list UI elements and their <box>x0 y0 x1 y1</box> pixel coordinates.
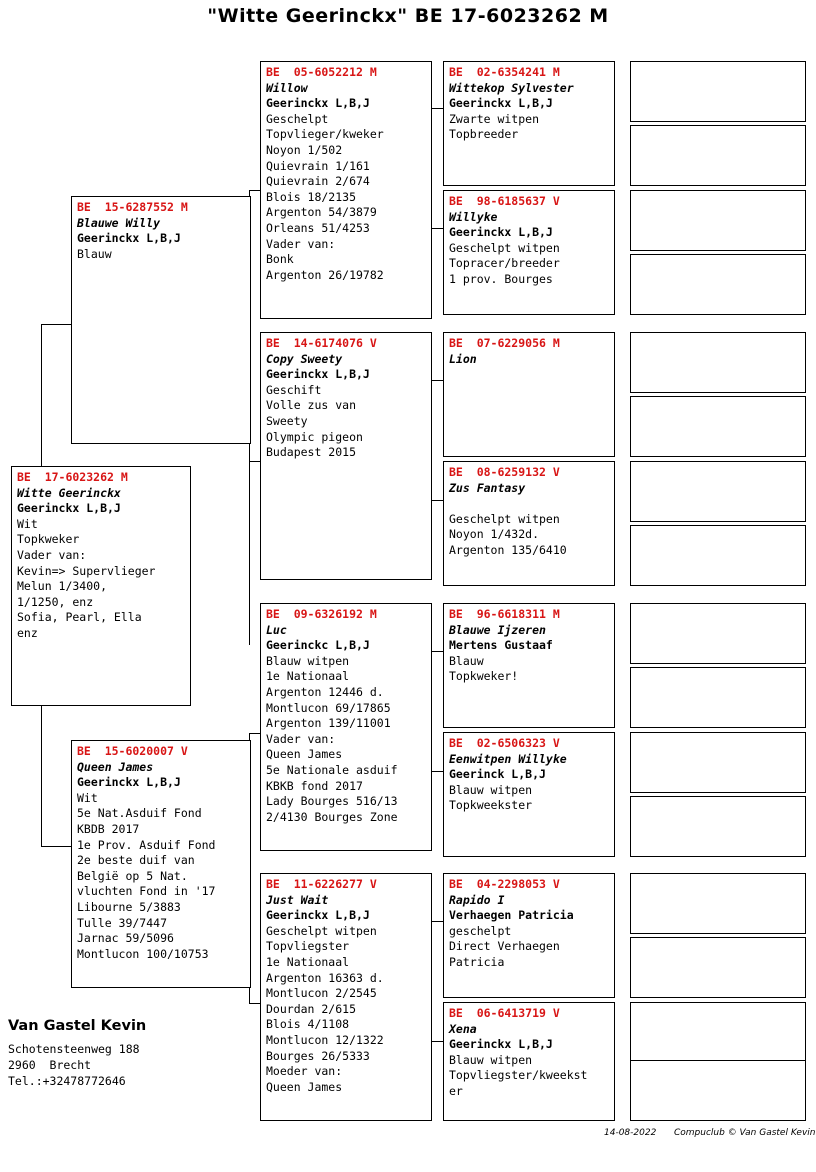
pedigree-card-gen4-blank[interactable] <box>630 125 806 186</box>
detail-line: Blauw <box>77 246 112 261</box>
detail-line: KBKB fond 2017 <box>266 778 363 793</box>
detail-line: 1e Nationaal <box>266 954 350 969</box>
pigeon-name: Blauwe Ijzeren <box>449 622 546 637</box>
pedigree-card-gen4-blank[interactable] <box>630 1060 806 1121</box>
detail-line: Sofia, Pearl, Ella <box>17 610 142 625</box>
owner-city: 2960 Brecht <box>8 1058 92 1072</box>
detail-line: Geschift <box>266 382 322 397</box>
ring-number: BE 98-6185637 V <box>449 194 560 208</box>
pigeon-name: Zus Fantasy <box>449 480 526 495</box>
pigeon-name: Eenwitpen Willyke <box>449 751 567 766</box>
detail-line: Topvlieger/kweker <box>266 127 384 142</box>
pedigree-card-gen4-blank[interactable] <box>630 396 806 457</box>
pedigree-card-gen4-blank[interactable] <box>630 1002 806 1063</box>
detail-line: er <box>449 1083 463 1098</box>
pedigree-card-gen3[interactable] <box>443 603 615 728</box>
pigeon-name: Luc <box>266 622 287 637</box>
pedigree-card-gen3[interactable] <box>443 461 615 586</box>
pedigree-card-gen4-blank[interactable] <box>630 796 806 857</box>
detail-line: Vader van: <box>266 236 336 251</box>
pedigree-card-gen4-blank[interactable] <box>630 461 806 522</box>
ring-number: BE 02-6506323 V <box>449 736 560 750</box>
detail-line: Geschelpt witpen <box>449 240 560 255</box>
detail-line: geschelpt <box>449 923 512 938</box>
detail-line: Montlucon 69/17865 <box>266 700 391 715</box>
detail-line: vluchten Fond in '17 <box>77 884 216 899</box>
connector-line <box>41 846 71 847</box>
pigeon-owner: Geerinckx L,B,J <box>77 775 181 790</box>
pigeon-name: Witte Geerinckx <box>17 485 121 500</box>
ring-number: BE 15-6287552 M <box>77 200 188 214</box>
owner-name: Van Gastel Kevin <box>8 1018 147 1034</box>
pigeon-owner: Geerinck L,B,J <box>449 767 546 782</box>
detail-line: Blauw <box>449 653 484 668</box>
pigeon-owner: Geerinckx L,B,J <box>266 367 370 382</box>
detail-line: 1e Prov. Asduif Fond <box>77 837 216 852</box>
pedigree-card-sire[interactable] <box>71 196 251 444</box>
detail-line: Argenton 16363 d. <box>266 970 384 985</box>
ring-number: BE 04-2298053 V <box>449 877 560 891</box>
pedigree-card-gen3[interactable] <box>443 190 615 315</box>
detail-line: Sweety <box>266 413 308 428</box>
detail-line: Wit <box>17 516 38 531</box>
detail-line: Zwarte witpen <box>449 111 540 126</box>
pedigree-card-gen3[interactable] <box>443 61 615 186</box>
detail-line: Blois 4/1108 <box>266 1017 350 1032</box>
detail-line: Topkweker! <box>449 669 519 684</box>
detail-line: Blauw witpen <box>266 653 350 668</box>
pigeon-owner: Geerinckx L,B,J <box>17 501 121 516</box>
ring-number: BE 14-6174076 V <box>266 336 377 350</box>
pigeon-name: Queen James <box>77 759 154 774</box>
page-title: "Witte Geerinckx" BE 17-6023262 M <box>207 5 609 27</box>
detail-line: Argenton 135/6410 <box>449 542 567 557</box>
pigeon-name: Blauwe Willy <box>77 215 161 230</box>
detail-line: Montlucon 12/1322 <box>266 1032 384 1047</box>
detail-line: Wit <box>77 790 98 805</box>
owner-phone: Tel.:+32478772646 <box>8 1074 126 1088</box>
detail-line: Lady Bourges 516/13 <box>266 794 398 809</box>
pigeon-name: Xena <box>449 1021 477 1036</box>
ring-number: BE 05-6052212 M <box>266 65 377 79</box>
pigeon-owner: Geerinckx L,B,J <box>266 908 370 923</box>
detail-line: 1/1250, enz <box>17 594 94 609</box>
pigeon-owner: Mertens Gustaaf <box>449 638 553 653</box>
pedigree-card-gen4-blank[interactable] <box>630 603 806 664</box>
detail-line: 2/4130 Bourges Zone <box>266 809 398 824</box>
software-credit: Compuclub © Van Gastel Kevin <box>674 1128 816 1138</box>
pedigree-card-gen4-blank[interactable] <box>630 332 806 393</box>
detail-line: enz <box>17 625 38 640</box>
pigeon-owner: Geerinckx L,B,J <box>449 96 553 111</box>
pigeon-name: Lion <box>449 351 477 366</box>
pigeon-name: Willyke <box>449 209 498 224</box>
detail-line: 1 prov. Bourges <box>449 271 553 286</box>
ring-number: BE 15-6020007 V <box>77 744 188 758</box>
pigeon-owner: Geerinckx L,B,J <box>77 231 181 246</box>
pedigree-card-gen2[interactable] <box>260 873 432 1121</box>
detail-line: Geschelpt witpen <box>449 511 560 526</box>
pedigree-card-gen2[interactable] <box>260 61 432 319</box>
pedigree-card-gen4-blank[interactable] <box>630 873 806 934</box>
detail-line: Quievrain 2/674 <box>266 174 370 189</box>
pedigree-card-gen3[interactable] <box>443 1002 615 1121</box>
pigeon-owner: Geerinckx L,B,J <box>449 1037 553 1052</box>
detail-line: Bonk <box>266 252 294 267</box>
detail-line: Topkweker <box>17 532 80 547</box>
pedigree-card-subject[interactable] <box>11 466 191 706</box>
pedigree-card-dam[interactable] <box>71 740 251 988</box>
detail-line: Queen James <box>266 1079 343 1094</box>
detail-line: Tulle 39/7447 <box>77 915 168 930</box>
detail-line: Argenton 139/11001 <box>266 716 391 731</box>
detail-line <box>449 496 610 512</box>
detail-line: Topvliegster <box>266 939 350 954</box>
ring-number: BE 09-6326192 M <box>266 607 377 621</box>
detail-line: Melun 1/3400, <box>17 579 108 594</box>
detail-line: Noyon 1/502 <box>266 142 343 157</box>
detail-line: Montlucon 100/10753 <box>77 946 209 961</box>
ring-number: BE 06-6413719 V <box>449 1006 560 1020</box>
detail-line: Topkweekster <box>449 798 533 813</box>
detail-line: Volle zus van <box>266 398 357 413</box>
detail-line: Bourges 26/5333 <box>266 1048 370 1063</box>
pedigree-card-gen3[interactable] <box>443 732 615 857</box>
ring-number: BE 07-6229056 M <box>449 336 560 350</box>
pedigree-card-gen3[interactable] <box>443 332 615 457</box>
detail-line: Argenton 26/19782 <box>266 267 384 282</box>
detail-line: Direct Verhaegen <box>449 939 560 954</box>
detail-line: Topvliegster/kweekst <box>449 1068 588 1083</box>
ring-number: BE 11-6226277 V <box>266 877 377 891</box>
detail-line: Libourne 5/3883 <box>77 899 181 914</box>
detail-line: Vader van: <box>266 731 336 746</box>
detail-line: Dourdan 2/615 <box>266 1001 357 1016</box>
detail-line: 5e Nationale asduif <box>266 762 398 777</box>
pigeon-owner: Geerinckx L,B,J <box>449 225 553 240</box>
pedigree-card-gen4-blank[interactable] <box>630 190 806 251</box>
detail-line: Jarnac 59/5096 <box>77 931 174 946</box>
detail-line: Argenton 12446 d. <box>266 684 384 699</box>
pigeon-name: Just Wait <box>266 892 329 907</box>
ring-number: BE 08-6259132 V <box>449 465 560 479</box>
detail-line: Moeder van: <box>266 1064 343 1079</box>
pedigree-card-gen2[interactable] <box>260 603 432 851</box>
detail-line: 2e beste duif van <box>77 853 195 868</box>
detail-line: Queen James <box>266 747 343 762</box>
detail-line: Argenton 54/3879 <box>266 205 377 220</box>
detail-line: Budapest 2015 <box>266 445 357 460</box>
pigeon-name: Willow <box>266 80 308 95</box>
detail-line: 1e Nationaal <box>266 669 350 684</box>
detail-line: Noyon 1/432d. <box>449 527 540 542</box>
pedigree-card-gen4-blank[interactable] <box>630 61 806 122</box>
pedigree-card-gen4-blank[interactable] <box>630 254 806 315</box>
detail-line: Olympic pigeon <box>266 429 363 444</box>
pedigree-card-gen4-blank[interactable] <box>630 667 806 728</box>
ring-number: BE 02-6354241 M <box>449 65 560 79</box>
pedigree-card-gen3[interactable] <box>443 873 615 998</box>
detail-line: Quievrain 1/161 <box>266 158 370 173</box>
pedigree-card-gen4-blank[interactable] <box>630 937 806 998</box>
print-date: 14-08-2022 <box>604 1128 657 1138</box>
detail-line: Blauw witpen <box>449 1052 533 1067</box>
detail-line: België op 5 Nat. <box>77 868 188 883</box>
detail-line: Topracer/breeder <box>449 256 560 271</box>
detail-line: Vader van: <box>17 547 87 562</box>
pigeon-name: Wittekop Sylvester <box>449 80 574 95</box>
pigeon-name: Rapido I <box>449 892 505 907</box>
ring-number: BE 17-6023262 M <box>17 470 128 484</box>
detail-line: Blois 18/2135 <box>266 189 357 204</box>
connector-line <box>41 324 71 325</box>
detail-line: Geschelpt <box>266 111 329 126</box>
detail-line: Patricia <box>449 954 505 969</box>
detail-line: Geschelpt witpen <box>266 923 377 938</box>
pedigree-card-gen4-blank[interactable] <box>630 732 806 793</box>
pigeon-name: Copy Sweety <box>266 351 343 366</box>
detail-line: 5e Nat.Asduif Fond <box>77 806 202 821</box>
detail-line: Montlucon 2/2545 <box>266 986 377 1001</box>
pigeon-owner: Geerinckc L,B,J <box>266 638 370 653</box>
pedigree-card-gen4-blank[interactable] <box>630 525 806 586</box>
pedigree-card-gen2[interactable] <box>260 332 432 580</box>
ring-number: BE 96-6618311 M <box>449 607 560 621</box>
pigeon-owner: Geerinckx L,B,J <box>266 96 370 111</box>
owner-address: Schotensteenweg 188 <box>8 1042 140 1056</box>
pigeon-owner: Verhaegen Patricia <box>449 908 574 923</box>
detail-line: Blauw witpen <box>449 782 533 797</box>
detail-line: Kevin=> Supervlieger <box>17 563 156 578</box>
detail-line: Topbreeder <box>449 127 519 142</box>
detail-line: Orleans 51/4253 <box>266 220 370 235</box>
detail-line: KBDB 2017 <box>77 821 140 836</box>
